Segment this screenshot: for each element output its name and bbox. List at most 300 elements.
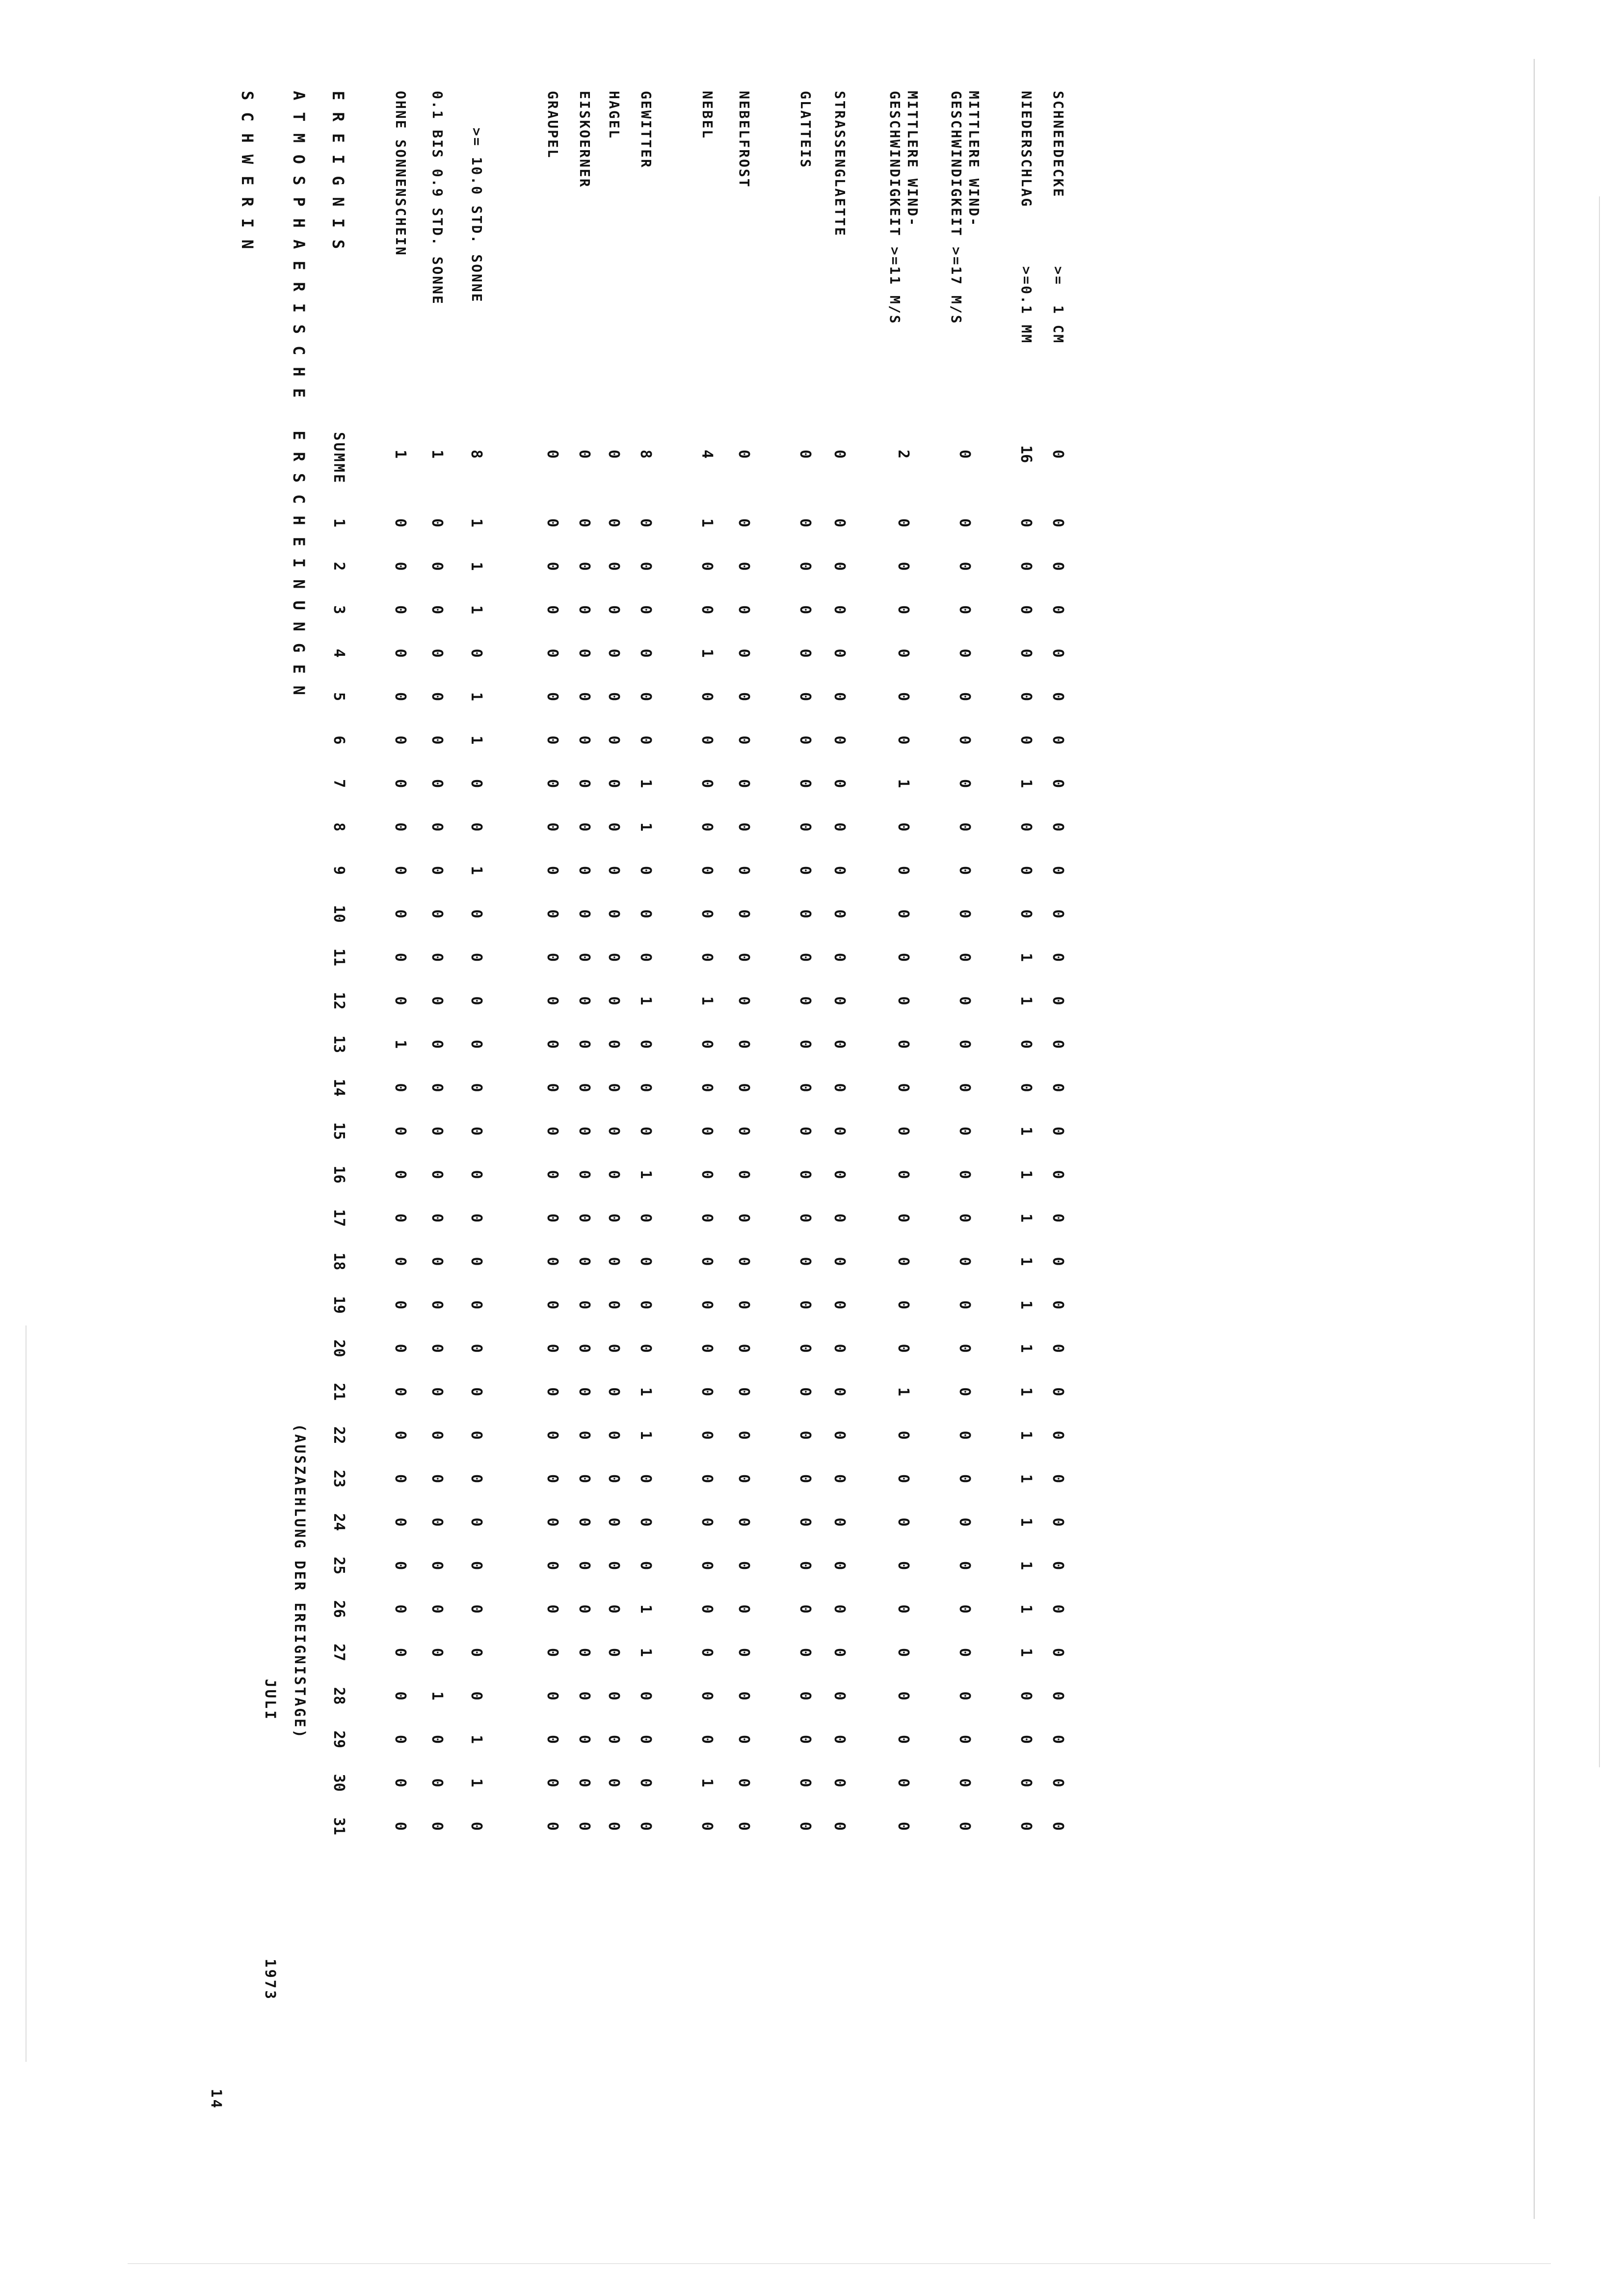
day-value: 0 [956, 735, 973, 745]
day-value: 0 [1049, 1778, 1066, 1787]
day-value: 0 [831, 1648, 848, 1657]
day-value: 0 [831, 822, 848, 832]
day-value: 0 [698, 1517, 716, 1527]
day-value: 0 [956, 1604, 973, 1614]
day-value: 1 [468, 605, 485, 615]
day-value: 0 [831, 1257, 848, 1266]
day-value: 0 [895, 822, 912, 832]
day-value: 0 [605, 518, 622, 528]
scan-edge-line [1599, 196, 1600, 1767]
day-value: 0 [797, 1213, 814, 1223]
day-value: 1 [1017, 779, 1035, 788]
day-value: 0 [392, 1821, 409, 1831]
day-value: 0 [468, 1170, 485, 1179]
day-value: 1 [1017, 1604, 1035, 1614]
day-value: 0 [698, 1300, 716, 1310]
ereignis-header: EREIGNIS [329, 91, 347, 261]
day-value: 0 [576, 562, 593, 571]
day-value: 0 [698, 1257, 716, 1266]
day-value: 0 [831, 1691, 848, 1701]
day-header: 26 [330, 1600, 347, 1618]
day-value: 0 [637, 735, 654, 745]
day-value: 0 [576, 1648, 593, 1657]
day-value: 0 [605, 1691, 622, 1701]
day-header: 25 [330, 1556, 347, 1575]
day-header: 20 [330, 1339, 347, 1357]
day-value: 0 [637, 518, 654, 528]
day-value: 0 [956, 1778, 973, 1787]
day-header: 23 [330, 1469, 347, 1488]
day-value: 0 [576, 822, 593, 832]
day-value: 0 [605, 952, 622, 962]
day-value: 0 [428, 1561, 446, 1570]
day-value: 0 [698, 1170, 716, 1179]
day-value: 0 [1049, 909, 1066, 918]
day-value: 0 [698, 605, 716, 615]
day-value: 0 [544, 1213, 561, 1223]
day-value: 0 [468, 1821, 485, 1831]
day-value: 0 [544, 1648, 561, 1657]
day-value: 0 [698, 1039, 716, 1049]
day-value: 0 [797, 1387, 814, 1397]
day-value: 0 [605, 1561, 622, 1570]
day-header: 30 [330, 1774, 347, 1792]
event-label: GESCHWINDIGKEIT >=17 M/S [948, 91, 964, 325]
day-header: 5 [330, 692, 347, 702]
day-value: 0 [1049, 1517, 1066, 1527]
day-value: 0 [605, 822, 622, 832]
day-value: 0 [956, 1257, 973, 1266]
day-header: 7 [330, 779, 347, 788]
day-value: 0 [831, 952, 848, 962]
day-value: 0 [797, 1821, 814, 1831]
day-value: 0 [468, 1213, 485, 1223]
day-value: 0 [698, 1126, 716, 1136]
day-value: 1 [1017, 1387, 1035, 1397]
day-value: 0 [831, 1778, 848, 1787]
event-label: GRAUPEL [545, 91, 561, 160]
day-value: 1 [1017, 996, 1035, 1005]
day-value: 0 [576, 1300, 593, 1310]
day-value: 0 [797, 1561, 814, 1570]
day-value: 0 [895, 1431, 912, 1440]
sum-value: 8 [468, 449, 485, 459]
day-value: 0 [544, 1083, 561, 1092]
day-value: 0 [831, 1213, 848, 1223]
day-value: 0 [1049, 1691, 1066, 1701]
day-value: 0 [468, 1561, 485, 1570]
day-value: 0 [428, 648, 446, 658]
day-value: 0 [637, 692, 654, 702]
day-value: 0 [956, 1039, 973, 1049]
day-value: 0 [735, 1778, 752, 1787]
day-value: 0 [576, 996, 593, 1005]
day-value: 0 [1049, 822, 1066, 832]
day-value: 0 [576, 1517, 593, 1527]
day-value: 0 [956, 779, 973, 788]
day-value: 1 [698, 648, 716, 658]
day-value: 1 [1017, 1300, 1035, 1310]
day-value: 0 [956, 1561, 973, 1570]
day-value: 0 [392, 1778, 409, 1787]
event-label: STRASSENGLAETTE [832, 91, 848, 237]
day-value: 0 [797, 1734, 814, 1744]
day-value: 0 [698, 1691, 716, 1701]
day-value: 0 [576, 1778, 593, 1787]
day-value: 0 [797, 1300, 814, 1310]
day-value: 0 [605, 1648, 622, 1657]
day-value: 0 [698, 1431, 716, 1440]
day-value: 0 [576, 909, 593, 918]
day-value: 0 [428, 779, 446, 788]
day-value: 0 [605, 648, 622, 658]
day-value: 0 [735, 1561, 752, 1570]
day-value: 1 [1017, 1257, 1035, 1266]
day-value: 0 [428, 1821, 446, 1831]
day-header: 24 [330, 1513, 347, 1531]
day-value: 0 [544, 692, 561, 702]
table-subtitle: (AUSZAEHLUNG DER EREIGNISTAGE) [292, 1424, 308, 1740]
day-value: 0 [735, 648, 752, 658]
day-value: 0 [956, 865, 973, 875]
event-label: NEBEL [699, 91, 716, 140]
day-value: 0 [468, 1039, 485, 1049]
day-value: 0 [831, 1170, 848, 1179]
day-value: 0 [605, 1387, 622, 1397]
day-header: 15 [330, 1122, 347, 1140]
day-value: 0 [637, 1257, 654, 1266]
day-value: 0 [468, 1344, 485, 1353]
day-value: 0 [698, 1734, 716, 1744]
day-value: 0 [1017, 605, 1035, 615]
day-value: 0 [392, 1170, 409, 1179]
day-value: 0 [735, 1604, 752, 1614]
day-value: 0 [576, 1213, 593, 1223]
event-label: NEBELFROST [736, 91, 752, 189]
day-value: 0 [698, 562, 716, 571]
day-value: 1 [1017, 1474, 1035, 1484]
day-header: 13 [330, 1035, 347, 1053]
day-value: 0 [698, 1821, 716, 1831]
sum-value: 0 [576, 449, 593, 459]
day-value: 0 [895, 1604, 912, 1614]
day-header: 17 [330, 1209, 347, 1227]
day-value: 0 [956, 1213, 973, 1223]
day-value: 0 [1017, 865, 1035, 875]
day-value: 0 [797, 518, 814, 528]
day-value: 0 [797, 1431, 814, 1440]
day-value: 0 [605, 865, 622, 875]
day-value: 0 [544, 996, 561, 1005]
year-label: 1973 [262, 1959, 279, 2001]
day-value: 0 [544, 1126, 561, 1136]
day-value: 0 [392, 1213, 409, 1223]
day-value: 1 [468, 562, 485, 571]
day-value: 0 [468, 1083, 485, 1092]
day-value: 0 [831, 605, 848, 615]
day-value: 0 [797, 1039, 814, 1049]
day-value: 1 [392, 1039, 409, 1049]
day-value: 0 [735, 779, 752, 788]
day-value: 0 [468, 1257, 485, 1266]
sum-value: 0 [735, 449, 752, 459]
day-value: 0 [637, 1821, 654, 1831]
day-value: 0 [544, 1561, 561, 1570]
day-value: 0 [831, 1821, 848, 1831]
day-value: 0 [1017, 1039, 1035, 1049]
day-value: 0 [576, 865, 593, 875]
day-header: 4 [330, 648, 347, 658]
event-label: EISKOERNER [577, 91, 593, 189]
day-value: 0 [831, 1517, 848, 1527]
day-header: 31 [330, 1817, 347, 1836]
day-value: 0 [576, 1734, 593, 1744]
day-value: 0 [392, 1517, 409, 1527]
day-value: 0 [956, 952, 973, 962]
day-value: 0 [392, 1734, 409, 1744]
day-value: 0 [392, 1083, 409, 1092]
day-value: 0 [735, 822, 752, 832]
day-value: 0 [544, 1431, 561, 1440]
day-value: 0 [1017, 1691, 1035, 1701]
event-label: NIEDERSCHLAG >=0.1 MM [1018, 91, 1035, 345]
day-value: 0 [698, 1474, 716, 1484]
day-value: 0 [831, 1561, 848, 1570]
day-value: 0 [1049, 562, 1066, 571]
day-value: 0 [605, 1039, 622, 1049]
day-value: 0 [698, 1561, 716, 1570]
table-title: ATMOSPHAERISCHE ERSCHEINUNGEN [290, 91, 308, 707]
day-value: 0 [605, 1734, 622, 1744]
day-value: 0 [895, 1821, 912, 1831]
day-value: 0 [831, 1734, 848, 1744]
day-value: 0 [392, 648, 409, 658]
day-value: 0 [428, 952, 446, 962]
day-value: 0 [1049, 1821, 1066, 1831]
day-value: 0 [605, 1213, 622, 1223]
day-value: 0 [392, 1648, 409, 1657]
day-value: 0 [1017, 735, 1035, 745]
day-value: 0 [956, 1517, 973, 1527]
day-header: 28 [330, 1687, 347, 1705]
day-value: 0 [895, 1474, 912, 1484]
day-value: 0 [637, 648, 654, 658]
day-value: 0 [797, 952, 814, 962]
day-value: 0 [735, 1126, 752, 1136]
day-value: 0 [895, 1691, 912, 1701]
day-value: 0 [392, 779, 409, 788]
sum-value: 1 [428, 449, 446, 459]
day-value: 0 [544, 1039, 561, 1049]
day-value: 0 [797, 1517, 814, 1527]
day-value: 0 [895, 1648, 912, 1657]
day-value: 0 [1017, 1821, 1035, 1831]
scan-edge-line [128, 2263, 1551, 2264]
event-label: HAGEL [606, 91, 622, 140]
day-value: 1 [1017, 1561, 1035, 1570]
day-value: 0 [698, 1387, 716, 1397]
day-value: 0 [735, 1300, 752, 1310]
day-value: 0 [797, 779, 814, 788]
day-value: 0 [605, 605, 622, 615]
day-value: 0 [468, 779, 485, 788]
day-value: 0 [392, 1300, 409, 1310]
day-value: 1 [468, 518, 485, 528]
day-value: 0 [544, 605, 561, 615]
day-value: 0 [895, 1083, 912, 1092]
day-value: 0 [895, 1561, 912, 1570]
day-value: 0 [428, 518, 446, 528]
day-value: 0 [544, 1257, 561, 1266]
day-value: 0 [1049, 779, 1066, 788]
day-value: 0 [544, 1691, 561, 1701]
day-value: 0 [895, 562, 912, 571]
day-value: 1 [637, 779, 654, 788]
day-value: 0 [468, 1517, 485, 1527]
day-value: 0 [698, 909, 716, 918]
day-value: 0 [735, 1170, 752, 1179]
day-value: 0 [428, 1474, 446, 1484]
day-value: 0 [735, 1821, 752, 1831]
day-header: 2 [330, 562, 347, 571]
day-value: 0 [468, 1387, 485, 1397]
day-header: 21 [330, 1382, 347, 1401]
day-value: 0 [428, 1648, 446, 1657]
day-value: 0 [735, 605, 752, 615]
event-label: GEWITTER [638, 91, 654, 169]
day-value: 0 [797, 865, 814, 875]
day-value: 0 [1049, 1734, 1066, 1744]
day-value: 0 [544, 1474, 561, 1484]
day-value: 0 [895, 605, 912, 615]
day-value: 0 [637, 1561, 654, 1570]
day-value: 0 [735, 1344, 752, 1353]
day-value: 0 [428, 1039, 446, 1049]
day-value: 0 [428, 605, 446, 615]
day-value: 0 [831, 996, 848, 1005]
scan-edge-line [1534, 59, 1535, 2219]
day-value: 0 [392, 952, 409, 962]
day-value: 0 [1049, 996, 1066, 1005]
day-value: 0 [392, 1474, 409, 1484]
day-value: 0 [392, 1344, 409, 1353]
day-header: 19 [330, 1296, 347, 1314]
day-value: 0 [831, 1604, 848, 1614]
day-value: 0 [605, 735, 622, 745]
day-value: 0 [468, 1300, 485, 1310]
day-value: 0 [735, 909, 752, 918]
day-value: 0 [1017, 1778, 1035, 1787]
day-value: 0 [797, 1083, 814, 1092]
day-value: 1 [637, 822, 654, 832]
event-label: OHNE SONNENSCHEIN [393, 91, 409, 257]
day-value: 0 [956, 1170, 973, 1179]
day-value: 0 [831, 779, 848, 788]
day-header: 29 [330, 1730, 347, 1749]
day-value: 0 [895, 1517, 912, 1527]
day-value: 0 [576, 1604, 593, 1614]
day-value: 1 [637, 1604, 654, 1614]
day-value: 0 [1017, 822, 1035, 832]
day-value: 0 [1049, 865, 1066, 875]
day-value: 0 [698, 822, 716, 832]
day-value: 0 [895, 1300, 912, 1310]
day-value: 0 [735, 1474, 752, 1484]
day-value: 0 [956, 692, 973, 702]
day-value: 0 [831, 909, 848, 918]
day-value: 0 [797, 822, 814, 832]
day-value: 0 [544, 822, 561, 832]
day-header: 27 [330, 1643, 347, 1662]
day-value: 1 [698, 996, 716, 1005]
day-value: 0 [428, 1257, 446, 1266]
day-value: 0 [576, 692, 593, 702]
day-value: 0 [1017, 692, 1035, 702]
day-value: 1 [428, 1691, 446, 1701]
day-value: 0 [1049, 648, 1066, 658]
day-value: 0 [1017, 1083, 1035, 1092]
day-value: 0 [1049, 1257, 1066, 1266]
day-value: 0 [605, 1126, 622, 1136]
day-value: 0 [1049, 1648, 1066, 1657]
day-value: 0 [735, 1039, 752, 1049]
day-value: 0 [895, 952, 912, 962]
day-value: 0 [956, 909, 973, 918]
day-value: 0 [576, 1170, 593, 1179]
day-value: 0 [797, 1778, 814, 1787]
day-value: 0 [544, 865, 561, 875]
day-value: 0 [637, 1083, 654, 1092]
day-value: 1 [637, 1170, 654, 1179]
day-value: 0 [698, 779, 716, 788]
day-value: 0 [698, 1604, 716, 1614]
day-value: 0 [544, 1300, 561, 1310]
event-label: 0.1 BIS 0.9 STD. SONNE [429, 91, 446, 305]
day-value: 0 [956, 1691, 973, 1701]
day-value: 0 [797, 1648, 814, 1657]
day-value: 0 [544, 1821, 561, 1831]
day-value: 0 [392, 1126, 409, 1136]
day-value: 0 [735, 735, 752, 745]
day-value: 0 [831, 1126, 848, 1136]
day-value: 0 [831, 692, 848, 702]
day-value: 0 [956, 1387, 973, 1397]
day-value: 0 [956, 1300, 973, 1310]
day-value: 0 [637, 1734, 654, 1744]
day-value: 0 [576, 1083, 593, 1092]
day-value: 0 [797, 735, 814, 745]
day-value: 1 [1017, 1213, 1035, 1223]
day-value: 0 [605, 1517, 622, 1527]
day-value: 0 [468, 952, 485, 962]
day-value: 0 [468, 1431, 485, 1440]
day-value: 0 [698, 952, 716, 962]
month-label: JULI [262, 1679, 279, 1721]
day-value: 0 [1049, 1039, 1066, 1049]
day-value: 0 [895, 735, 912, 745]
day-value: 0 [735, 865, 752, 875]
day-value: 0 [1049, 1300, 1066, 1310]
day-value: 0 [392, 735, 409, 745]
day-value: 0 [1049, 518, 1066, 528]
day-value: 0 [1017, 562, 1035, 571]
day-value: 1 [468, 1734, 485, 1744]
day-value: 0 [605, 909, 622, 918]
day-value: 0 [895, 1734, 912, 1744]
day-header: 10 [330, 905, 347, 923]
day-value: 0 [428, 1734, 446, 1744]
day-value: 0 [428, 996, 446, 1005]
